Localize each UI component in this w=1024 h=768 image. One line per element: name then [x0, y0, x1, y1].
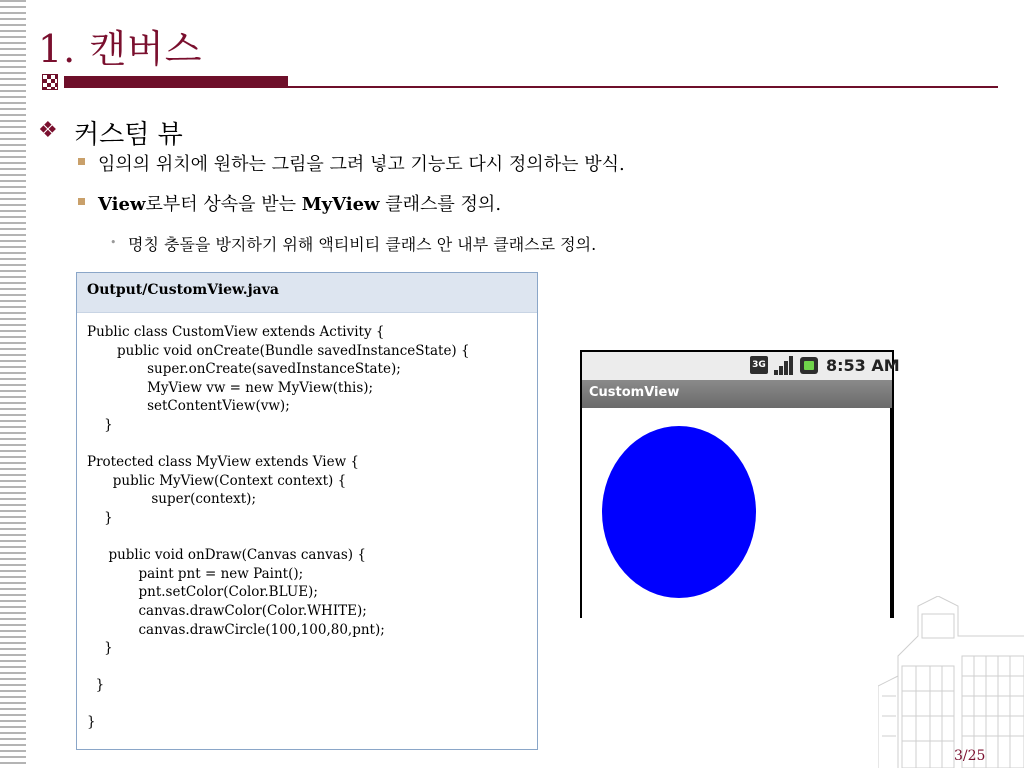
- page-number: 3/25: [954, 748, 986, 764]
- bullet-level2-text-2: [98, 190, 501, 216]
- network-3g-icon: 3G: [750, 356, 768, 374]
- bullet-level3-text-1: 명칭 충돌을 방지하기 위해 액티비티 클래스 안 내부 클래스로 정의.: [128, 235, 597, 254]
- code-line: canvas.drawCircle(100,100,80,pnt);: [87, 621, 385, 638]
- code-line: }: [87, 640, 113, 657]
- status-bar: [582, 352, 900, 380]
- title-checker-icon: [42, 74, 58, 90]
- blue-circle: [602, 426, 756, 598]
- code-listing-box: [76, 272, 538, 750]
- code-filename: Output/CustomView.java: [77, 273, 537, 313]
- code-line: public void onDraw(Canvas canvas) {: [87, 547, 366, 564]
- android-emulator-screen: [580, 350, 900, 618]
- view-keyword: View: [98, 194, 146, 215]
- code-line: setContentView(vw);: [87, 398, 290, 415]
- bullet-level1-text: 커스텀 뷰: [74, 120, 183, 150]
- square-bullet-icon: [78, 198, 85, 205]
- code-line: }: [87, 509, 113, 526]
- myview-keyword: MyView: [301, 194, 380, 215]
- code-line: }: [87, 714, 96, 731]
- bullet-text-part: 클래스를 정의.: [379, 194, 502, 215]
- status-clock: 8:53 AM: [826, 356, 900, 375]
- dot-bullet-icon: •: [110, 236, 117, 249]
- battery-icon: [800, 357, 818, 374]
- bullet-level2-text-1: 임의의 위치에 원하는 그림을 그려 넣고 기능도 다시 정의하는 방식.: [98, 154, 625, 175]
- title-underline-thin: [288, 86, 998, 88]
- code-line: paint pnt = new Paint();: [87, 565, 304, 582]
- bullet-text-part: 로부터 상속을 받는: [145, 194, 302, 215]
- code-line: pnt.setColor(Color.BLUE);: [87, 584, 318, 601]
- code-line: super(context);: [87, 491, 256, 508]
- left-decorative-stripe: [0, 0, 26, 768]
- title-underline-thick: [64, 76, 288, 88]
- code-line: public MyView(Context context) {: [87, 472, 347, 489]
- code-line: Protected class MyView extends View {: [87, 454, 360, 471]
- custom-view-canvas: [582, 408, 890, 618]
- code-line: }: [87, 677, 105, 694]
- app-title-bar: [582, 380, 892, 408]
- code-body: [77, 313, 537, 732]
- slide-title: 1. 캔버스: [38, 27, 203, 71]
- code-line: }: [87, 416, 113, 433]
- square-bullet-icon: [78, 158, 85, 165]
- code-line: MyView vw = new MyView(this);: [87, 379, 374, 396]
- signal-strength-icon: [774, 356, 794, 375]
- code-line: canvas.drawColor(Color.WHITE);: [87, 602, 367, 619]
- diamond-bullet-icon: ❖: [38, 118, 58, 143]
- code-line: public void onCreate(Bundle savedInstanceState) {: [87, 342, 470, 359]
- code-line: Public class CustomView extends Activity {: [87, 324, 385, 340]
- code-line: super.onCreate(savedInstanceState);: [87, 361, 401, 378]
- app-title: CustomView: [589, 385, 680, 400]
- building-watermark-icon: [878, 596, 1024, 768]
